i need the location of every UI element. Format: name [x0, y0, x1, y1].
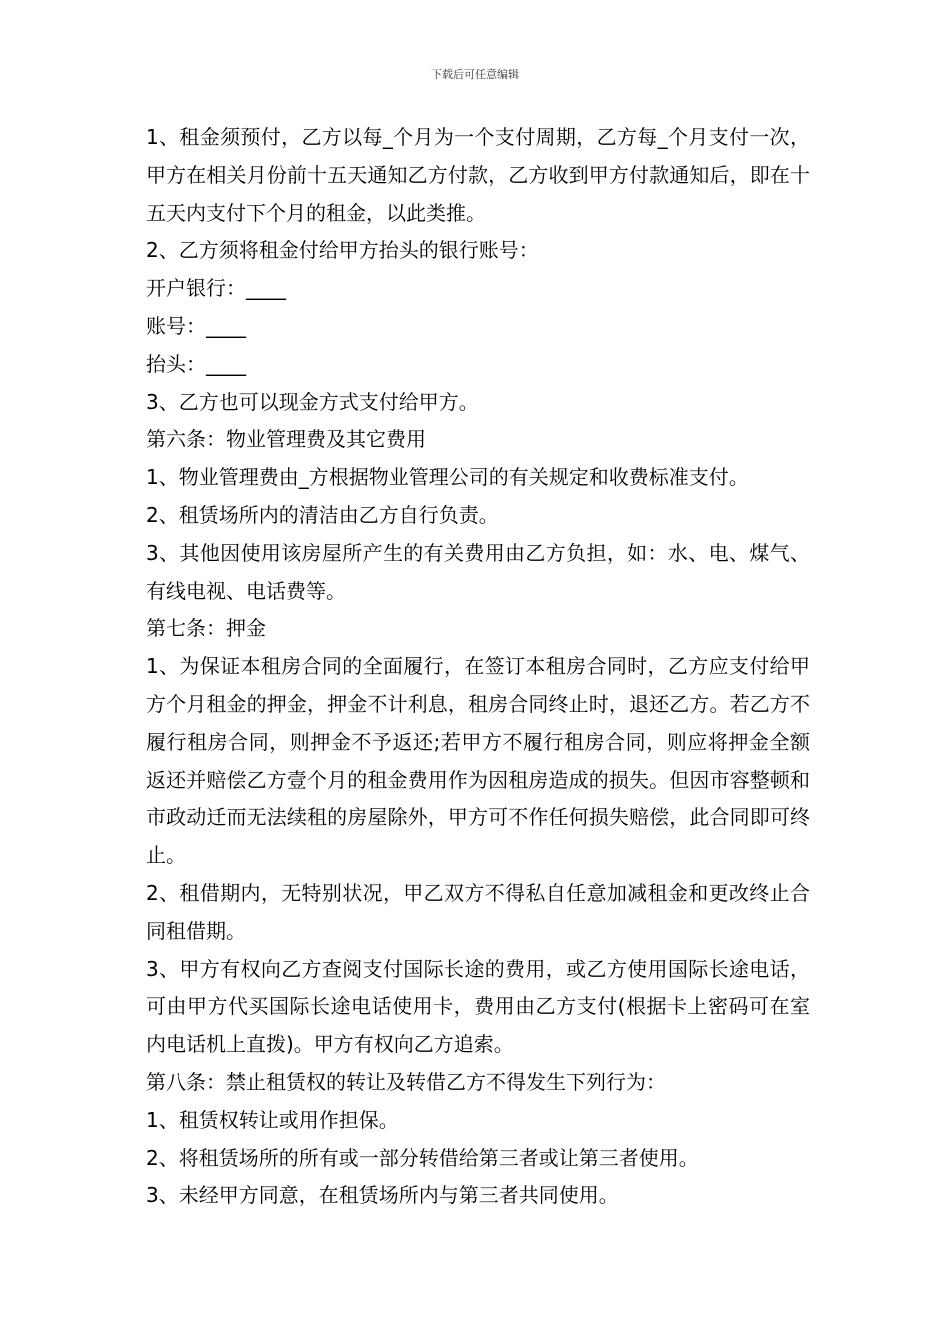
section-heading: 第六条：物业管理费及其它费用 — [146, 427, 426, 452]
paragraph: 1、为保证本租房合同的全面履行，在签订本租房合同时，乙方应支付给甲方个月租金的押金，押金不计利息，租房合同终止时，退还乙方。若乙方不履行租房合同，则押金不予返还;若甲方不履行租房合同，则应将押金全额返还并赔偿乙方壹个月的租金费用作为因租房造成的损失。但因市容整顿和市政动迁而无法续租的房屋除外，甲方可不作任何损失赔偿，此合同即可终止。 — [146, 654, 810, 868]
paragraph: 账号：____ — [146, 313, 246, 338]
paragraph: 1、物业管理费由_方根据物业管理公司的有关规定和收费标准支付。 — [146, 465, 749, 490]
paragraph: 1、租赁权转让或用作担保。 — [146, 1107, 399, 1132]
paragraph: 3、乙方也可以现金方式支付给甲方。 — [146, 389, 479, 414]
paragraph: 3、其他因使用该房屋所产生的有关费用由乙方负担，如：水、电、煤气、有线电视、电话费等。 — [146, 540, 810, 603]
page-header: 下载后可任意编辑 — [431, 68, 519, 81]
paragraph: 1、租金须预付，乙方以每_个月为一个支付周期，乙方每_个月支付一次，甲方在相关月份前十五天通知乙方付款，乙方收到甲方付款通知后，即在十五天内支付下个月的租金，以此类推。 — [146, 125, 810, 225]
paragraph: 2、租借期内，无特别状况，甲乙双方不得私自任意加减租金和更改终止合同租借期。 — [146, 880, 810, 943]
paragraph: 开户银行：____ — [146, 276, 286, 301]
paragraph: 3、未经甲方同意，在租赁场所内与第三者共同使用。 — [146, 1183, 619, 1208]
paragraph: 2、租赁场所内的清洁由乙方自行负责。 — [146, 502, 499, 527]
section-heading: 第八条：禁止租赁权的转让及转借乙方不得发生下列行为： — [146, 1069, 666, 1094]
paragraph: 抬头：____ — [146, 351, 246, 376]
paragraph: 3、甲方有权向乙方查阅支付国际长途的费用，或乙方使用国际长途电话，可由甲方代买国际长途电话使用卡，费用由乙方支付(根据卡上密码可在室内电话机上直拨)。甲方有权向乙方追索。 — [146, 956, 810, 1057]
section-heading: 第七条：押金 — [146, 616, 266, 641]
paragraph: 2、乙方须将租金付给甲方抬头的银行账号： — [146, 238, 539, 263]
paragraph: 2、将租赁场所的所有或一部分转借给第三者或让第三者使用。 — [146, 1145, 699, 1170]
document-body — [146, 119, 810, 1215]
